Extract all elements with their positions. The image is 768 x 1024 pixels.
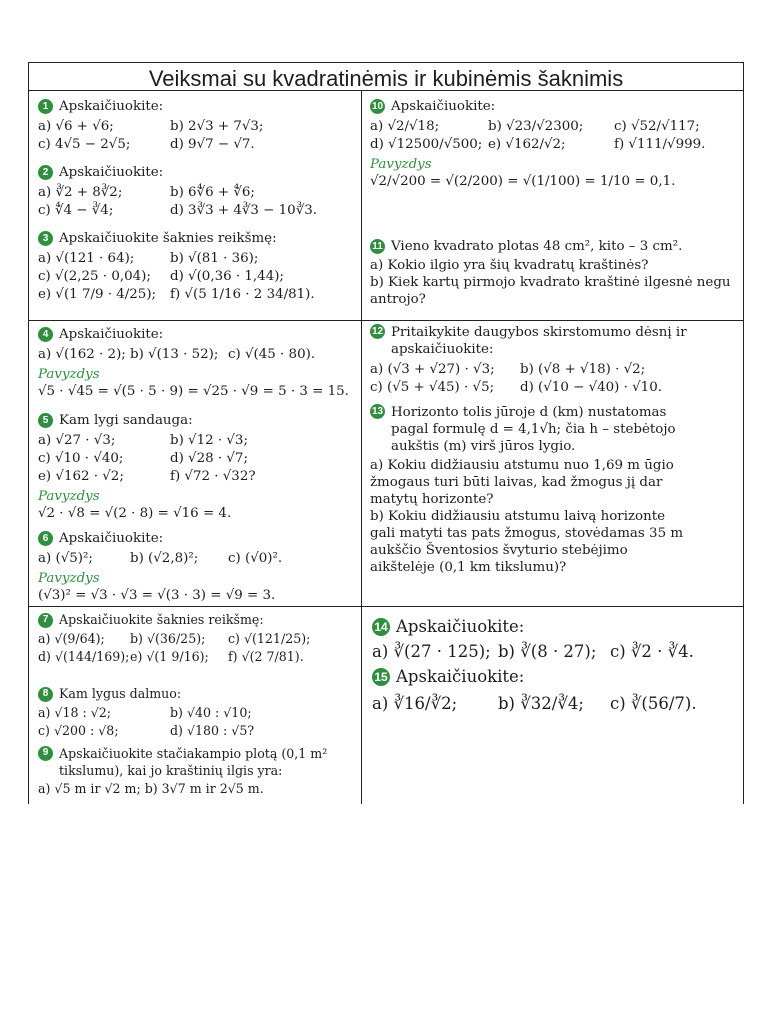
task-7: [38, 612, 356, 667]
task-10: [370, 98, 736, 190]
frame-top-rule: [28, 62, 744, 63]
exercise-item: a) √18 : √2;: [38, 705, 112, 721]
exercise-item: a) ∛16/∛2;: [372, 694, 458, 713]
row-rule-1: [28, 320, 744, 321]
exercise-item: c) √(2,25 · 0,04);: [38, 268, 151, 284]
exercise-item: c) √200 : √8;: [38, 723, 119, 739]
task-number-badge: 3: [38, 231, 53, 246]
exercise-item: b) (√8 + √18) · √2;: [520, 361, 646, 377]
exercise-item: e) √162 · √2;: [38, 468, 124, 484]
task-heading: Apskaičiuokite:: [396, 667, 525, 686]
exercise-item: c) (√5 + √45) · √5;: [370, 379, 495, 395]
task-number-badge: 1: [38, 99, 53, 114]
worksheet: [28, 62, 744, 804]
subtask-a: a) Kokiu didžiausiu atstumu nuo 1,69 m ūgio žmogaus turi būti laivas, kad žmogus jį dar matytų horizonte?: [370, 458, 674, 507]
exercise-item: d) √(144/169);: [38, 649, 130, 665]
exercise-item: a) √27 · √3;: [38, 432, 116, 448]
example-text: √5 · √45 = √(5 · 5 · 9) = √25 · √9 = 5 · 3 = 15.: [38, 384, 349, 399]
task-number-badge: 14: [372, 618, 390, 636]
exercise-item: a) (√5)²;: [38, 550, 93, 566]
exercise-item: b) ∛(8 · 27);: [498, 642, 597, 661]
example-text: (√3)² = √3 · √3 = √(3 · 3) = √9 = 3.: [38, 588, 276, 603]
task-heading: Apskaičiuokite:: [59, 99, 164, 114]
exercise-item: b) √(81 · 36);: [170, 250, 259, 266]
example-label: Pavyzdys: [38, 489, 100, 504]
exercise-item: a) √(121 · 64);: [38, 250, 135, 266]
exercise-item: a) ∛(27 · 125);: [372, 642, 491, 661]
exercise-item: d) (√10 − √40) · √10.: [520, 379, 662, 395]
exercise-item: a) √(162 · 2);: [38, 346, 126, 362]
exercise-item: f) √111/√999.: [614, 136, 706, 152]
example-label: Pavyzdys: [38, 571, 100, 586]
frame-right-rule: [743, 62, 744, 804]
exercise-item: b) (√2,8)²;: [130, 550, 199, 566]
task-11: [370, 238, 736, 308]
task-heading: Kam lygi sandauga:: [59, 413, 193, 428]
exercise-item: c) (√0)².: [228, 550, 283, 566]
exercise-item: d) √180 : √5?: [170, 723, 255, 739]
exercise-item: b) 6∜6 + ∜6;: [170, 184, 255, 200]
task-15: [372, 666, 738, 718]
exercise-item: c) √(121/25);: [228, 631, 311, 647]
task-text: Vieno kvadrato plotas 48 cm², kito – 3 cm².: [391, 239, 683, 254]
exercise-item: c) ∛(56/7).: [610, 694, 697, 713]
task-heading: Kam lygus dalmuo:: [59, 686, 182, 701]
exercise-item: a) √2/√18;: [370, 118, 440, 134]
exercise-item: c) √10 · √40;: [38, 450, 124, 466]
task-heading: Apskaičiuokite:: [59, 531, 164, 546]
subtask-a: a) Kokio ilgio yra šių kvadratų kraštinės?: [370, 258, 649, 273]
task-heading: Apskaičiuokite:: [59, 327, 164, 342]
task-4: [38, 326, 356, 400]
exercise-item: a) (√3 + √27) · √3;: [370, 361, 495, 377]
task-13: [370, 404, 690, 576]
exercise-item: f) √72 · √32?: [170, 468, 256, 484]
task-8: [38, 686, 356, 741]
task-text: Apskaičiuokite stačiakampio plotą (0,1 m² tikslumu), kai jo kraštinių ilgis yra:: [59, 746, 328, 778]
task-number-badge: 9: [38, 746, 53, 761]
task-2: [38, 164, 356, 219]
task-number-badge: 4: [38, 327, 53, 342]
task-1: [38, 98, 356, 153]
task-text: Horizonto tolis jūroje d (km) nustatomas pagal formulę d = 4,1√h; čia h – stebėtojo aukštis (m) virš jūros lygio.: [391, 405, 676, 454]
exercise-item: a) √(9/64);: [38, 631, 105, 647]
task-heading: Apskaičiuokite:: [391, 99, 496, 114]
exercise-item: f) √(5 1/16 · 2 34/81).: [170, 286, 315, 302]
task-heading: Apskaičiuokite šaknies reikšmę:: [59, 612, 264, 627]
exercise-item: e) √(1 7/9 · 4/25);: [38, 286, 157, 302]
frame-left-rule: [28, 62, 29, 804]
exercise-item: d) √28 · √7;: [170, 450, 248, 466]
example-text: √2/√200 = √(2/200) = √(1/100) = 1/10 = 0,1.: [370, 174, 676, 189]
task-text: Pritaikykite daugybos skirstomumo dėsnį ir apskaičiuokite:: [391, 325, 687, 357]
task-3: [38, 230, 356, 303]
page-title: Veiksmai su kvadratinėmis ir kubinėmis šaknimis: [148, 66, 624, 91]
exercise-item: a) ∛2 + 8∛2;: [38, 184, 123, 200]
exercise-item: b) √23/√2300;: [488, 118, 584, 134]
example-text: √2 · √8 = √(2 · 8) = √16 = 4.: [38, 506, 232, 521]
task-number-badge: 6: [38, 531, 53, 546]
subtask-b: b) Kiek kartų pirmojo kvadrato kraštinė ilgesnė negu antrojo?: [370, 275, 731, 307]
task-number-badge: 15: [372, 668, 390, 686]
task-6: [38, 530, 356, 604]
task-12: [370, 324, 736, 396]
task-number-badge: 12: [371, 326, 384, 337]
exercise-item: c) √52/√117;: [614, 118, 700, 134]
exercise-item: c) ∜4 − ∛4;: [38, 202, 114, 218]
task-number-badge: 13: [371, 406, 384, 417]
exercise-item: b) √40 : √10;: [170, 705, 252, 721]
task-number-badge: 2: [38, 165, 53, 180]
exercise-item: e) √(1 9/16);: [130, 649, 209, 665]
task-9: [38, 746, 356, 798]
exercise-item: b) 2√3 + 7√3;: [170, 118, 264, 134]
task-number-badge: 7: [38, 613, 53, 628]
subtask-b: b) Kokiu didžiausiu atstumu laivą horizonte gali matyti tas pats žmogus, stovėdamas 35 m aukščio Šventosios švyturio stebėjimo aikštelėje (0,1 km tikslumu)?: [370, 509, 684, 575]
exercise-item: d) 9√7 − √7.: [170, 136, 255, 152]
example-label: Pavyzdys: [38, 367, 100, 382]
column-divider: [361, 90, 362, 804]
exercise-item: b) √(13 · 52);: [130, 346, 219, 362]
exercise-item: a) √6 + √6;: [38, 118, 114, 134]
task-heading: Apskaičiuokite:: [396, 617, 525, 636]
exercise-item: b) √12 · √3;: [170, 432, 248, 448]
exercise-item: b) √(36/25);: [130, 631, 206, 647]
task-14: [372, 616, 738, 664]
exercise-item: d) √12500/√500;: [370, 136, 483, 152]
example-label: Pavyzdys: [370, 157, 432, 172]
task-heading: Apskaičiuokite:: [59, 165, 164, 180]
task-number-badge: 5: [38, 413, 53, 428]
exercise-item: e) √162/√2;: [488, 136, 566, 152]
task-heading: Apskaičiuokite šaknies reikšmę:: [59, 231, 277, 246]
exercise-item: c) √(45 · 80).: [228, 346, 316, 362]
task-number-badge: 8: [38, 687, 53, 702]
exercise-item: d) √(0,36 · 1,44);: [170, 268, 284, 284]
task-5: [38, 412, 356, 522]
task-number-badge: 10: [371, 101, 384, 112]
exercise-item: c) 4√5 − 2√5;: [38, 136, 131, 152]
task-number-badge: 11: [370, 239, 385, 254]
exercise-item: b) ∛32/∛4;: [498, 694, 584, 713]
row-rule-2: [28, 606, 744, 607]
exercise-item: f) √(2 7/81).: [228, 649, 304, 665]
exercise-item: c) ∛2 · ∛4.: [610, 642, 694, 661]
exercise-item: a) √5 m ir √2 m; b) 3√7 m ir 2√5 m.: [38, 781, 264, 796]
exercise-item: d) 3∛3 + 4∛3 − 10∛3.: [170, 202, 318, 218]
